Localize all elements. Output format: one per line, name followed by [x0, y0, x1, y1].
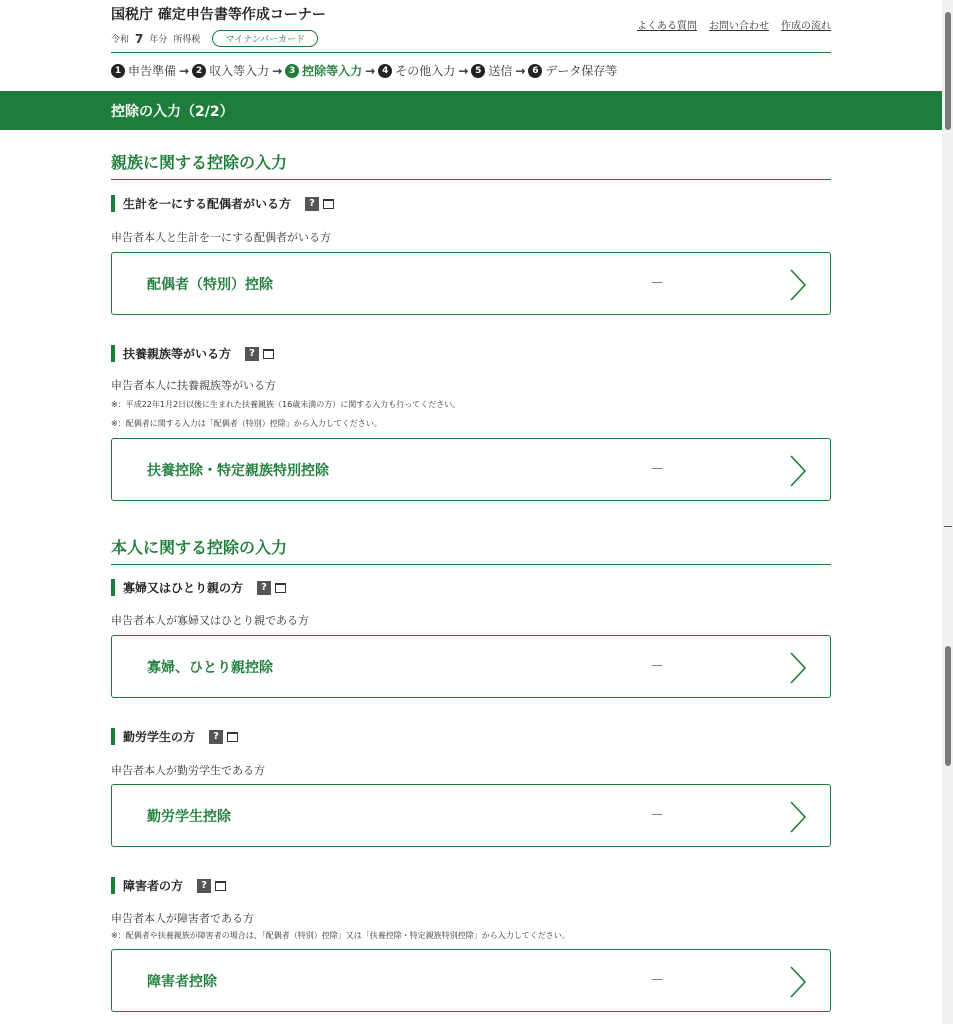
- title-bar: [111, 579, 115, 596]
- step-4-label: その他入力: [395, 64, 456, 78]
- faq-link[interactable]: よくある質問: [637, 21, 697, 32]
- flow-link[interactable]: 作成の流れ: [781, 21, 831, 32]
- step-6: [528, 62, 617, 79]
- step-arrow-icon: →: [179, 63, 190, 78]
- year-suffix: 年分: [149, 35, 168, 45]
- step-6-label: データ保存等: [545, 64, 618, 78]
- title-bar: [111, 345, 115, 362]
- help-icon[interactable]: ?: [245, 347, 259, 361]
- card-label: 扶養控除・特定親族特別控除: [147, 463, 329, 479]
- item-desc-student: 申告者本人が勤労学生である方: [111, 764, 265, 777]
- step-2-label: 収入等入力: [209, 64, 270, 78]
- item-note: ※：配偶者や扶養親族が障害者の場合は、「配偶者（特別）控除」又は「扶養控除・特定親族特別控除」から入力してください。: [111, 931, 570, 940]
- item-title-text: 生計を一にする配偶者がいる方: [123, 197, 292, 211]
- title-bar: [111, 195, 115, 212]
- spouse-deduction-button[interactable]: [111, 252, 831, 315]
- chevron-right-icon: [788, 965, 808, 999]
- help-icon[interactable]: ?: [257, 581, 271, 595]
- site-title: 国税庁 確定申告書等作成コーナー: [111, 7, 326, 23]
- chevron-right-icon: [788, 800, 808, 834]
- help-icon[interactable]: ?: [197, 879, 211, 893]
- item-note: ※：配偶者に関する入力は「配偶者（特別）控除」から入力してください。: [111, 419, 382, 428]
- step-arrow-icon: →: [515, 63, 526, 78]
- new-window-icon[interactable]: [263, 349, 274, 359]
- header-divider: [111, 52, 831, 53]
- step-arrow-icon: →: [458, 63, 469, 78]
- era-prefix: 令和: [111, 35, 130, 45]
- tax-year: 7: [135, 31, 144, 46]
- scrollbar-marker: [944, 526, 952, 527]
- working-student-deduction-button[interactable]: [111, 784, 831, 847]
- scrollbar-thumb-secondary[interactable]: [945, 646, 951, 766]
- page-title: 控除の入力（2/2）: [111, 104, 234, 120]
- item-title-dependents: [111, 345, 274, 362]
- chevron-right-icon: [788, 268, 808, 302]
- item-title-student: [111, 728, 238, 745]
- card-value: －: [650, 462, 664, 478]
- header-links: [637, 17, 831, 32]
- step-4-number: 4: [378, 64, 392, 78]
- chevron-right-icon: [788, 651, 808, 685]
- step-3-number: 3: [285, 64, 299, 78]
- step-1-label: 申告準備: [128, 64, 177, 78]
- vertical-scrollbar[interactable]: [942, 0, 953, 1024]
- dependent-deduction-button[interactable]: [111, 438, 831, 501]
- chevron-right-icon: [788, 454, 808, 488]
- card-label: 寡婦、ひとり親控除: [147, 660, 273, 676]
- item-note: ※：平成22年1月2日以後に生まれた扶養親族（16歳未満の方）に関する入力も行ってください。: [111, 400, 461, 409]
- card-value: －: [650, 973, 664, 989]
- step-2-number: 2: [192, 64, 206, 78]
- card-label: 配偶者（特別）控除: [147, 277, 273, 293]
- scrollbar-thumb[interactable]: [945, 12, 951, 130]
- step-5-number: 5: [471, 64, 485, 78]
- card-label: 障害者控除: [147, 974, 217, 990]
- title-bar: [111, 877, 115, 894]
- mynumber-card-badge: マイナンバーカード: [212, 30, 318, 47]
- item-title-text: 扶養親族等がいる方: [123, 347, 232, 361]
- item-desc-dependents: 申告者本人に扶養親族等がいる方: [111, 379, 276, 392]
- tax-year-info: [111, 30, 318, 47]
- section-title-family: 親族に関する控除の入力: [111, 150, 831, 180]
- tax-type: 所得税: [173, 35, 201, 45]
- progress-steps: [111, 62, 617, 79]
- step-5-label: 送信: [488, 64, 513, 78]
- step-5: [471, 62, 512, 79]
- card-value: －: [650, 659, 664, 675]
- item-desc-widow: 申告者本人が寡婦又はひとり親である方: [111, 614, 309, 627]
- step-1-number: 1: [111, 64, 125, 78]
- item-title-text: 勤労学生の方: [123, 730, 196, 744]
- page-banner: [0, 91, 942, 130]
- card-value: －: [650, 276, 664, 292]
- item-title-spouse: [111, 195, 334, 212]
- item-title-widow: [111, 579, 286, 596]
- help-icon[interactable]: ?: [305, 197, 319, 211]
- disability-deduction-button[interactable]: [111, 949, 831, 1012]
- new-window-icon[interactable]: [215, 881, 226, 891]
- card-value: －: [650, 808, 664, 824]
- step-4: [378, 62, 455, 79]
- item-title-disability: [111, 877, 226, 894]
- item-title-text: 障害者の方: [123, 879, 184, 893]
- contact-link[interactable]: お問い合わせ: [709, 21, 769, 32]
- step-2: [192, 62, 269, 79]
- step-arrow-icon: →: [365, 63, 376, 78]
- item-title-text: 寡婦又はひとり親の方: [123, 581, 244, 595]
- step-3-current: [285, 62, 362, 79]
- item-desc-disability: 申告者本人が障害者である方: [111, 912, 254, 925]
- section-title-self: 本人に関する控除の入力: [111, 535, 831, 565]
- help-icon[interactable]: ?: [209, 730, 223, 744]
- step-3-label: 控除等入力: [302, 64, 363, 78]
- new-window-icon[interactable]: [227, 732, 238, 742]
- item-desc-spouse: 申告者本人と生計を一にする配偶者がいる方: [111, 231, 331, 244]
- widow-single-parent-deduction-button[interactable]: [111, 635, 831, 698]
- new-window-icon[interactable]: [323, 199, 334, 209]
- step-arrow-icon: →: [272, 63, 283, 78]
- new-window-icon[interactable]: [275, 583, 286, 593]
- step-6-number: 6: [528, 64, 542, 78]
- title-bar: [111, 728, 115, 745]
- card-label: 勤労学生控除: [147, 809, 231, 825]
- step-1: [111, 62, 176, 79]
